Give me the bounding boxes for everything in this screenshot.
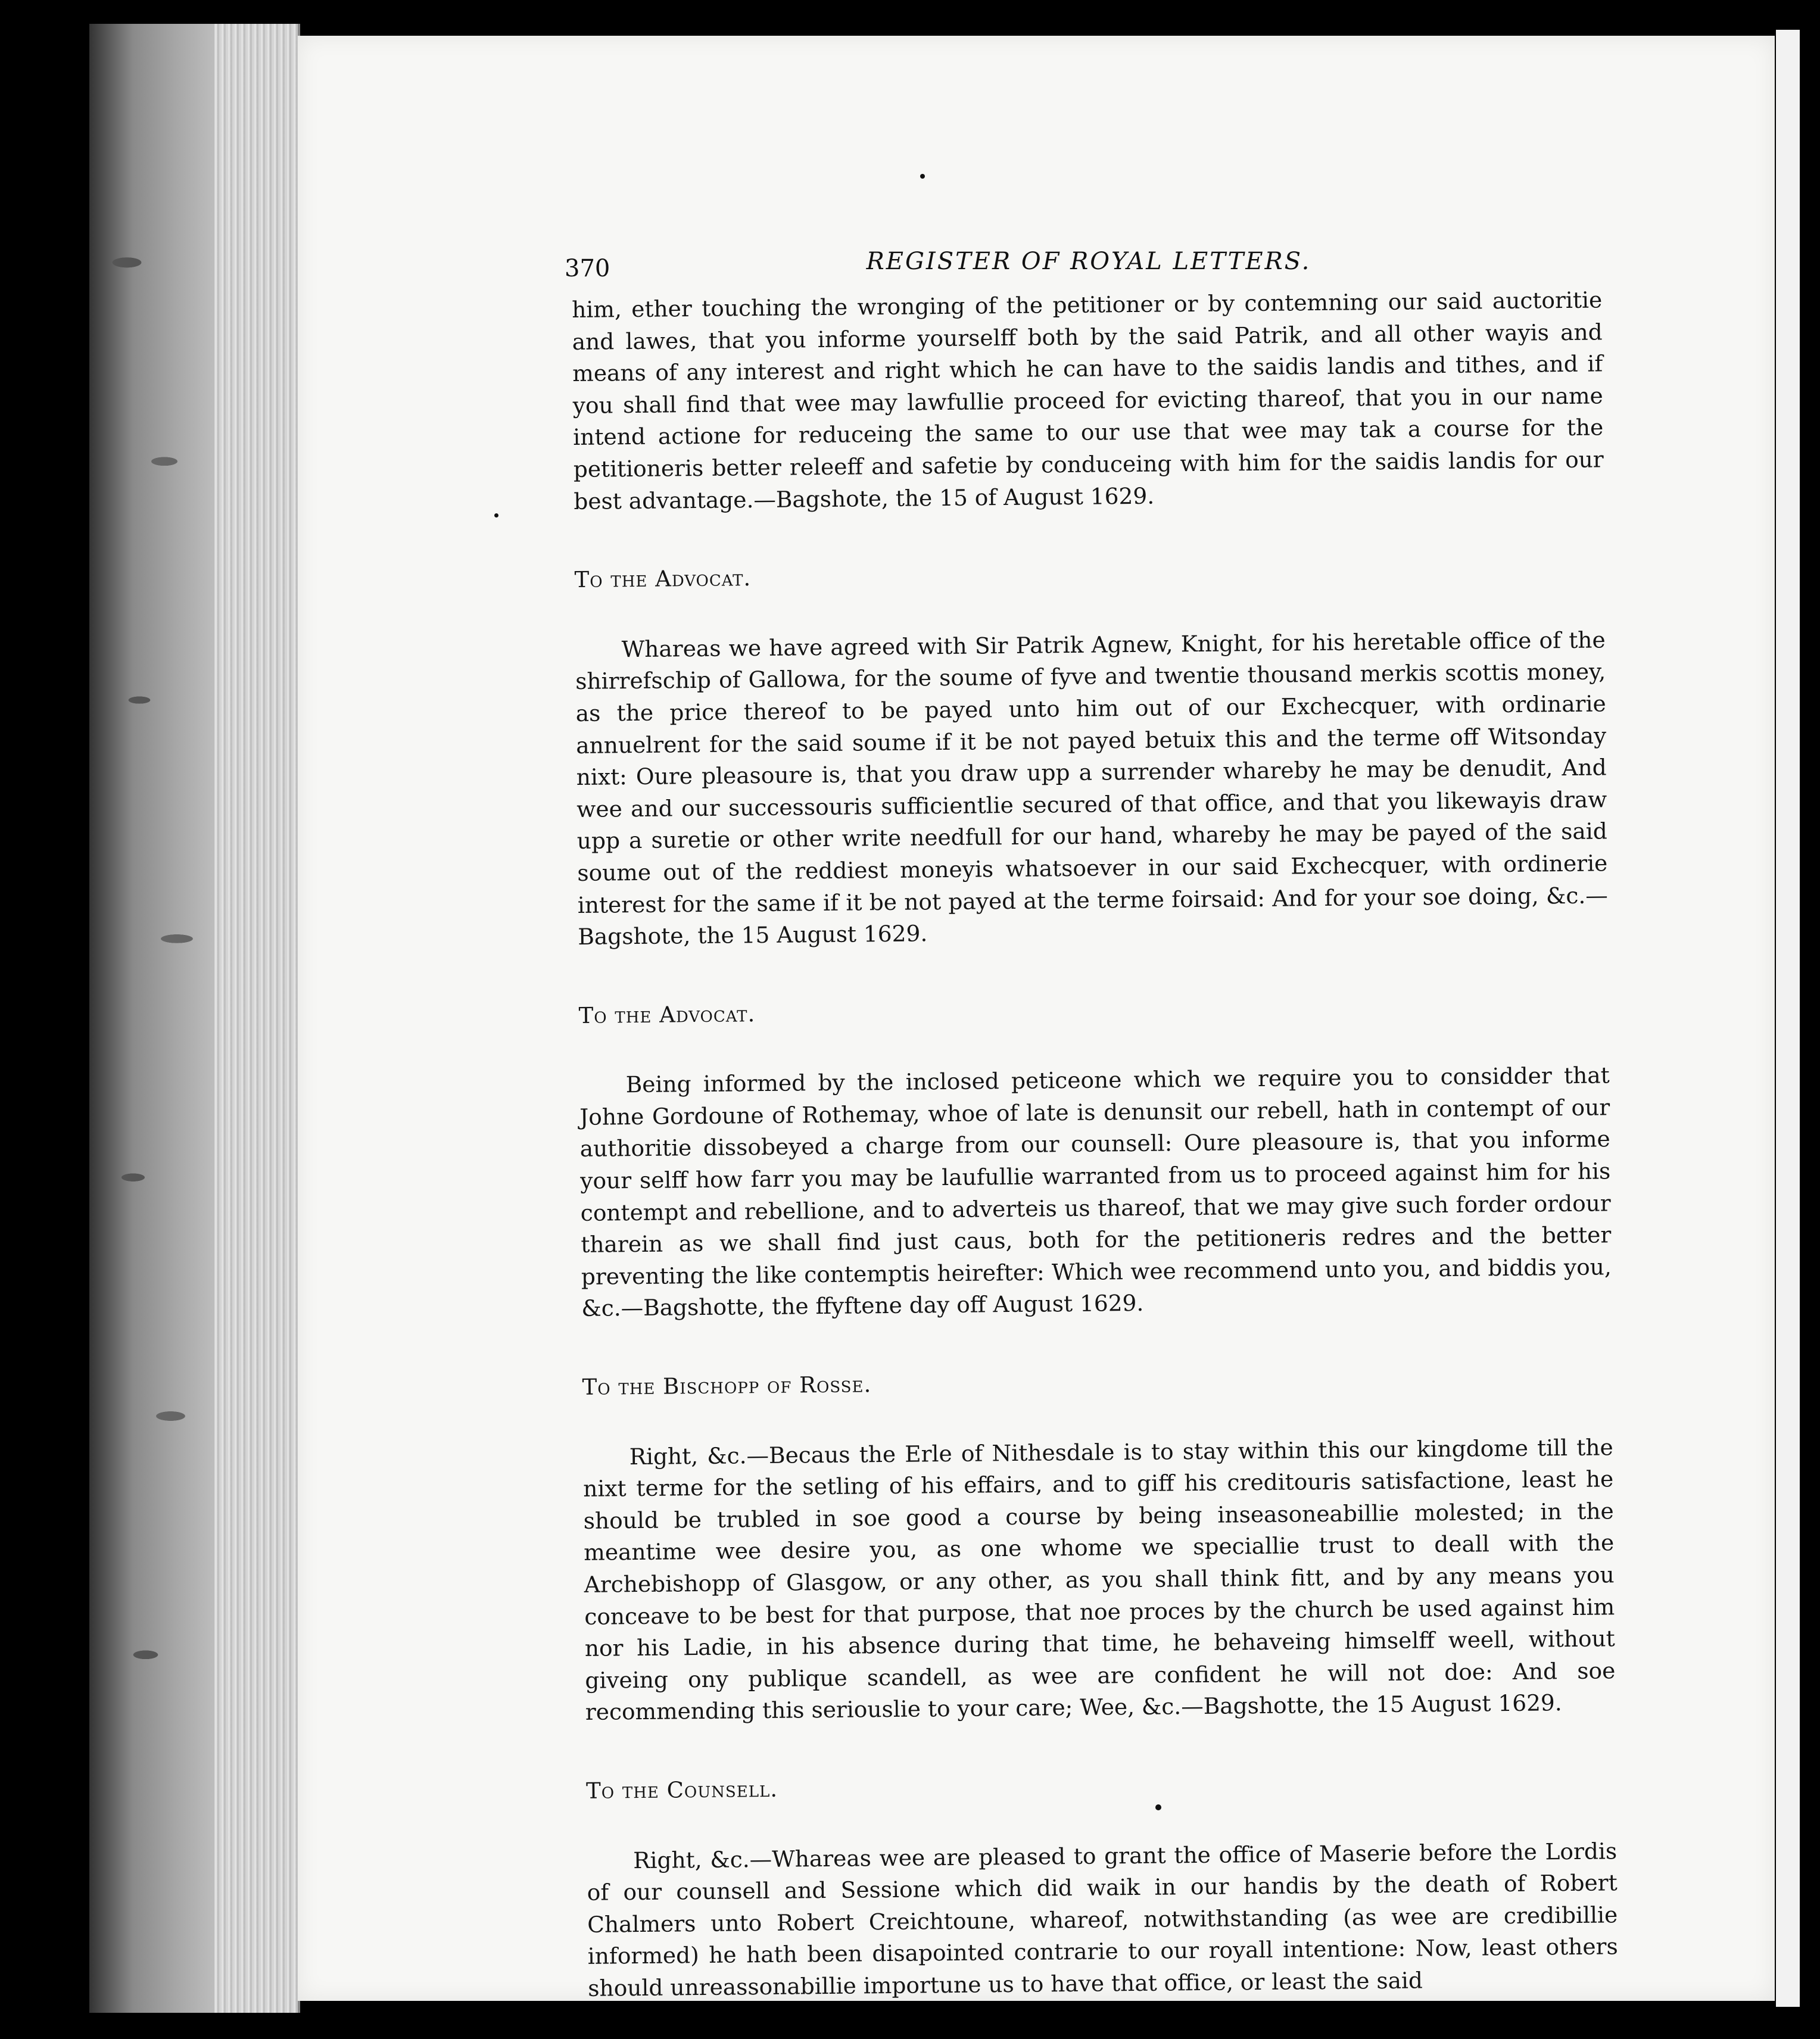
running-title: REGISTER OF ROYAL LETTERS. <box>866 248 1311 275</box>
scan-speck <box>920 174 925 179</box>
scan-border-bottom <box>0 2013 1820 2039</box>
letter-paragraph: Whareas we have agreed with Sir Patrik Agnew, Knight, for his heretable office of the shirrefschip of Gallowa, for the soume of fyve and twentie thousand merkis scottis money, as the price thereof to be payed unto him out of our Exchecquer, with ordinarie annuelrent for the said soume if it be not payed betuix this and the terme off Witsonday nixt: Oure pleasoure is, that you draw upp a surrender whareby he may be denudit, And wee and our successouris sufficientlie secured of that office, and that you likewayis draw upp a suretie or other write needfull for our hand, whareby he may be payed of the said soume out of the reddiest moneyis whatsoever in our said Exchecquer, with ordinerie interest for the same if it be not payed at the terme foirsaid: And for your soe doing, &c.—Bagshote, the 15 August 1629. <box>575 626 1608 950</box>
letter-paragraph: Right, &c.—Becaus the Erle of Nithesdale is to stay within this our kingdome till the nixt terme for the setling of his effairs, and to giff his creditouris satisfactione, least he should be trubled in soe good a course by being inseasoneabillie molested; in the meantime wee desire you, as one whome we speciallie trust to deall with the Archebishopp of Glasgow, or any other, as you shall think fitt, and by any means you conceave to be best for that purpose, that noe proces by the church be used against him nor his Ladie, in his absence during that time, he behaveing himselff weell, without giveing ony publique scandell, as wee are confident he will not doe: And soe recommending this seriouslie to your care; Wee, &c.—Bagshotte, the 15 August 1629. <box>583 1433 1616 1726</box>
page-header <box>565 238 1613 286</box>
scan-speck <box>494 513 498 517</box>
page-number: 370 <box>565 255 610 282</box>
letter-paragraph: Right, &c.—Whareas wee are pleased to grant the office of Maserie before the Lordis of our counsell and Sessione which did waik in our handis by the death of Robert Chalmers unto Robert Creichtoune, whareof, notwithstanding (as wee are credibillie informed) he hath been disapointed contrarie to our royall intentione: Now, least others should unreassonabillie importune us to have that office, or least the said <box>587 1837 1618 2001</box>
page-body <box>572 284 1618 2004</box>
letter-heading: To the Counsell. <box>585 1776 778 1804</box>
letter-heading: To the Bischopp of Rosse. <box>582 1371 872 1400</box>
letter-paragraph: Being informed by the inclosed peticeone which we require you to considder that Johne Gordoune of Rothemay, whoe of late is denunsit our rebell, hath in contempt of our authoritie dissobeyed a charge from our counsell: Oure pleasoure is, that you informe your selff how farr you may be laufullie warranted from us to proceed against him for his contempt and rebellione, and to adverteis us thareof, that we may give such forder ordour tharein as we shall find just caus, both for the petitioneris redres and the better preventing the like contemptis heirefter: Which wee recommend unto you, and biddis you, &c.—Bagshotte, the ffyftene day off August 1629. <box>579 1062 1612 1322</box>
continuation-paragraph: him, ether touching the wronging of the petitioner or by contemning our said auctoritie and lawes, that you informe yourselff both by the said Patrik, and all other wayis and means of any interest and right which he can have to the saidis landis and tithes, and if you shall find that wee may lawfullie proceed for evicting thareof, that you in our name intend actione for reduceing the same to our use that wee may tak a course for the petitioneris better releeff and safetie by conduceing with him for the saidis landis for our best advantage.—Bagshote, the 15 of August 1629. <box>572 286 1604 515</box>
letter-heading: To the Advocat. <box>574 565 752 593</box>
book-page-edges <box>89 24 300 2013</box>
letter-heading: To the Advocat. <box>578 1000 756 1028</box>
